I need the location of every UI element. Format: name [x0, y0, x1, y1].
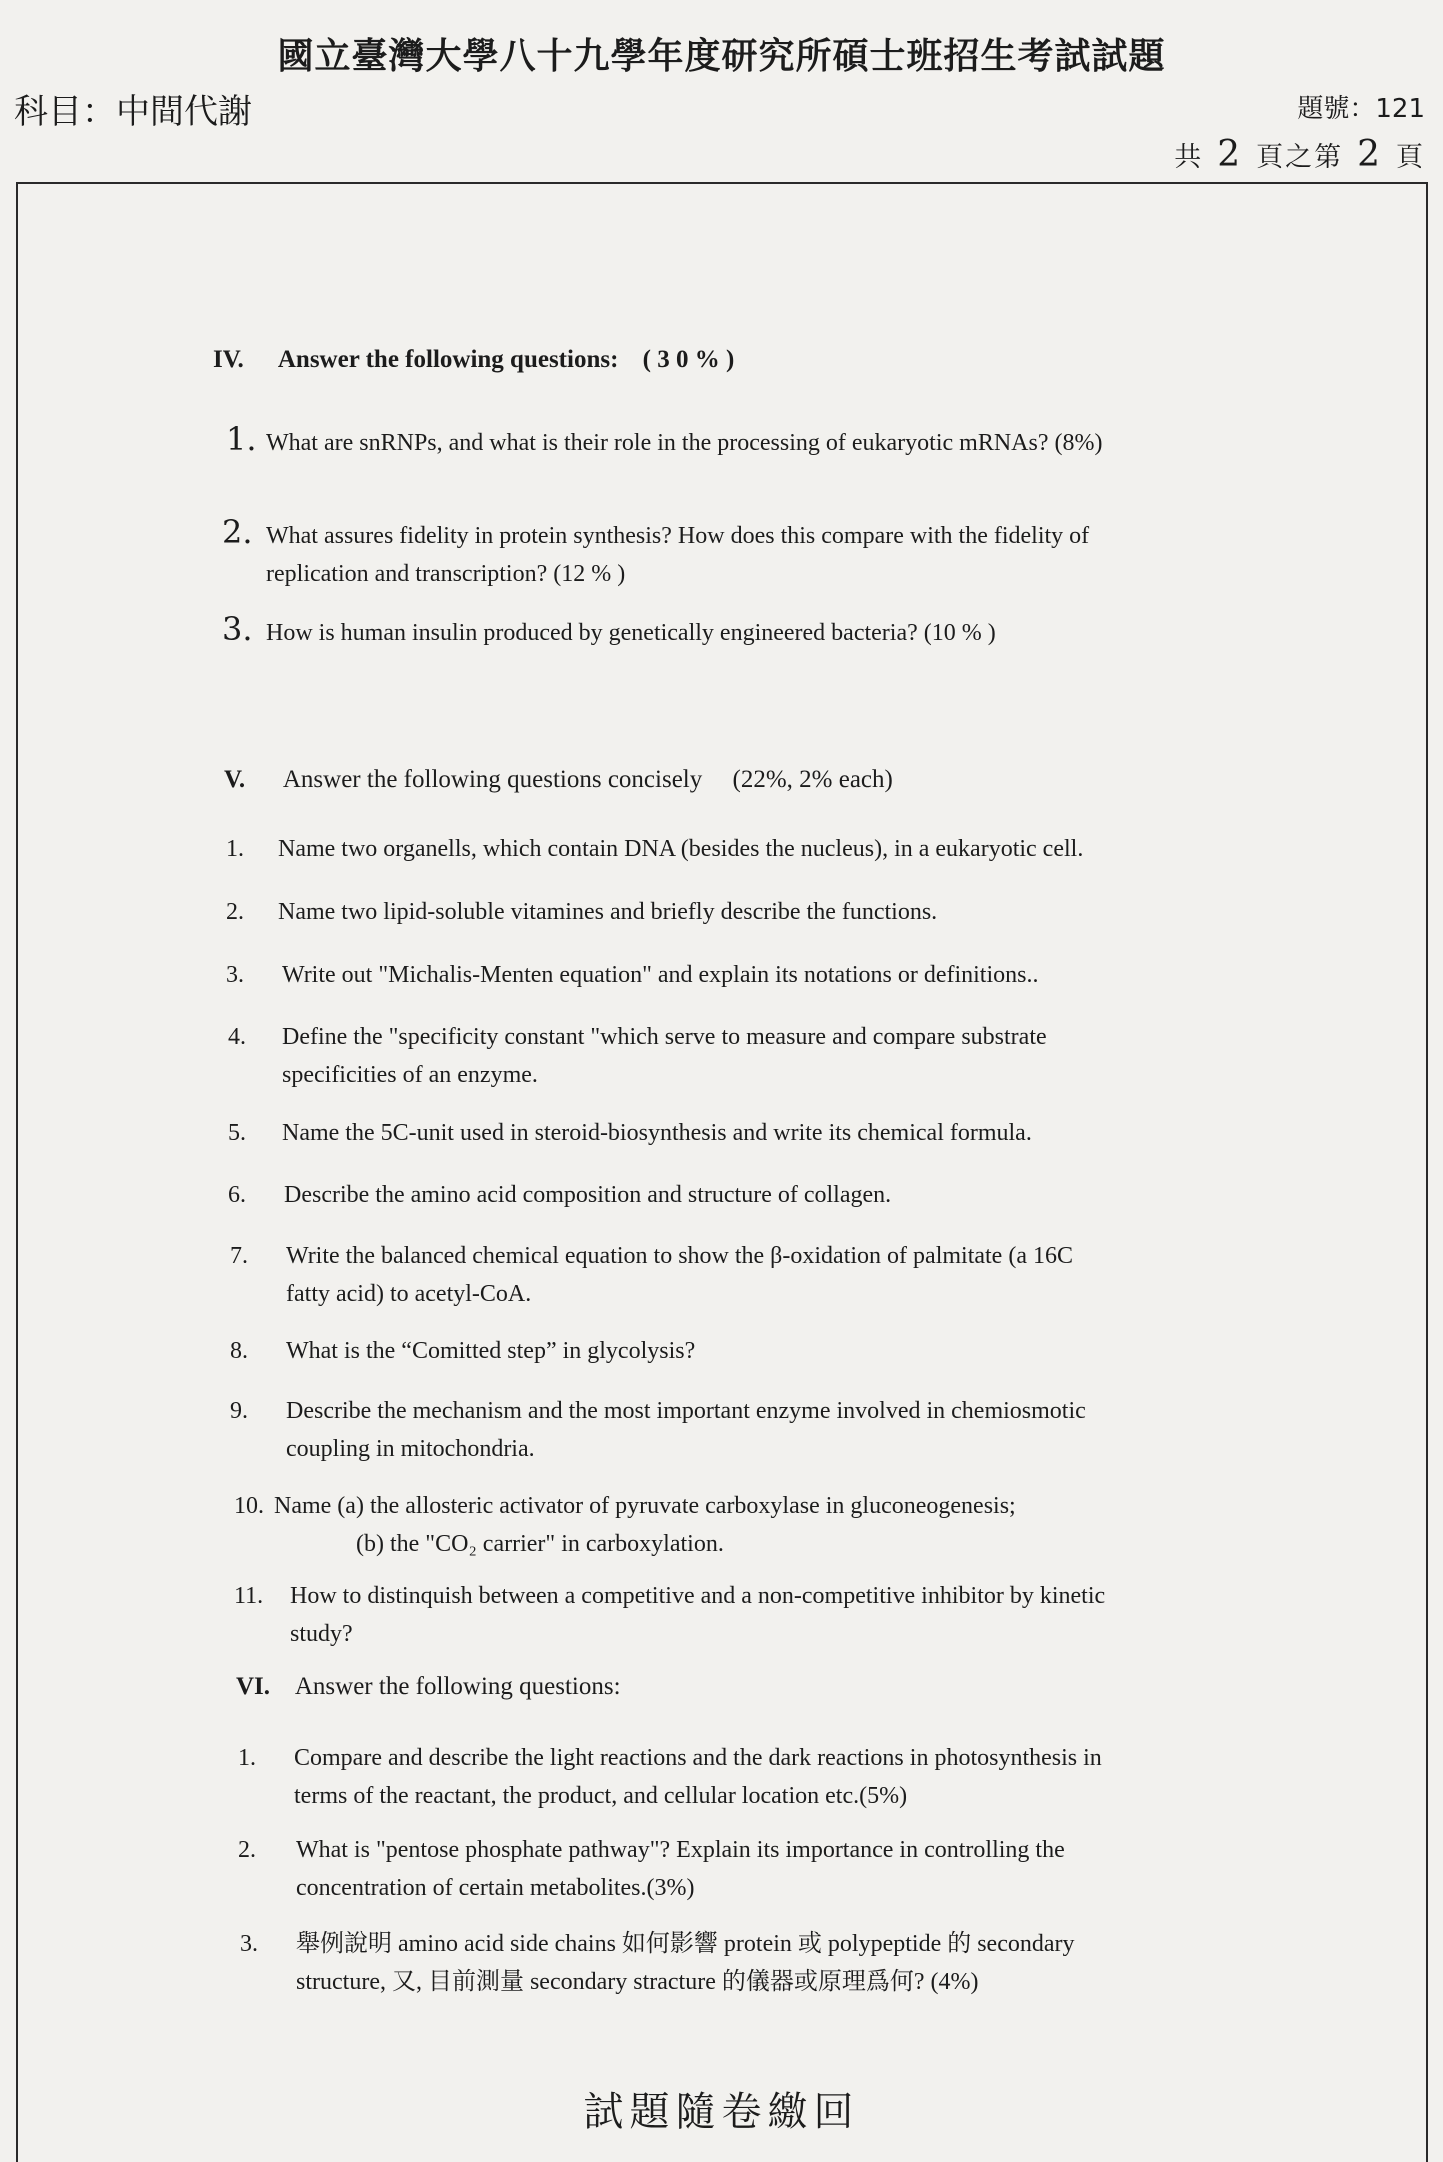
- question-text: Write out "Michalis-Menten equation" and explain its notations or definitions..: [282, 962, 1039, 988]
- section-6-roman: VI.: [236, 1673, 271, 1700]
- question-number: 3.: [222, 610, 253, 648]
- section-4-question-1: [226, 420, 1276, 462]
- section-4-points: ( 3 0 % ): [642, 346, 735, 373]
- section-5-points: (22%, 2% each): [732, 766, 893, 793]
- question-number: 1.: [238, 1745, 256, 1771]
- question-text: Describe the mechanism and the most important enzyme involved in chemiosmotic: [286, 1398, 1086, 1424]
- question-number: 2.: [222, 513, 253, 551]
- section-4-question-2: [222, 513, 1282, 593]
- section-5-title: Answer the following questions concisely: [282, 766, 703, 793]
- section-5-question-1: [226, 830, 1316, 868]
- question-text: Name the 5C-unit used in steroid-biosynthesis and write its chemical formula.: [282, 1120, 1032, 1146]
- question-text: concentration of certain metabolites.(3%): [296, 1875, 695, 1901]
- section-5-question-7: [230, 1237, 1320, 1313]
- question-number: 1.: [226, 836, 244, 862]
- question-text: fatty acid) to acetyl-CoA.: [286, 1281, 532, 1307]
- question-number: 3.: [240, 1931, 258, 1957]
- question-text: replication and transcription? (12 % ): [266, 561, 626, 587]
- question-text: coupling in mitochondria.: [286, 1436, 535, 1462]
- section-4-title: Answer the following questions:: [277, 346, 619, 373]
- page-count-suffix: 頁: [1396, 142, 1425, 173]
- question-number: 2.: [238, 1837, 256, 1863]
- section-5-question-3: [226, 956, 1316, 994]
- question-text: What is "pentose phosphate pathway"? Explain its importance in controlling the: [296, 1837, 1065, 1863]
- question-text: Name two lipid-soluble vitamines and briefly describe the functions.: [278, 899, 938, 925]
- section-5-roman: V.: [224, 766, 246, 793]
- page-count-prefix: 共: [1174, 142, 1204, 173]
- section-5-question-6: [228, 1176, 1318, 1214]
- section-5-question-4: [228, 1018, 1318, 1094]
- section-4-heading: [213, 346, 734, 374]
- question-number: 6.: [228, 1182, 246, 1208]
- section-5-question-10: [234, 1487, 1324, 1563]
- section-4-roman: IV.: [213, 346, 244, 373]
- question-text: Name (a) the allosteric activator of pyruvate carboxylase in gluconeogenesis;: [274, 1493, 1016, 1519]
- page-count-mid: 頁之第: [1256, 142, 1344, 173]
- question-text: study?: [290, 1621, 353, 1647]
- question-text: What are snRNPs, and what is their role in the processing of eukaryotic mRNAs? (8%): [266, 430, 1103, 456]
- section-6-heading: [236, 1673, 621, 1701]
- question-text: Name two organells, which contain DNA (besides the nucleus), in a eukaryotic cell.: [278, 836, 1084, 862]
- question-text: How is human insulin produced by genetically engineered bacteria? (10 % ): [266, 620, 996, 646]
- question-number: 9.: [230, 1398, 248, 1424]
- section-6-question-1: [238, 1739, 1328, 1815]
- question-number: 2.: [226, 899, 244, 925]
- question-text: 舉例說明 amino acid side chains 如何影響 protein 或 polypeptide 的 secondary: [296, 1931, 1075, 1957]
- page-count-current: 2: [1357, 134, 1382, 175]
- question-number: 10.: [234, 1493, 264, 1519]
- question-number: 1.: [226, 420, 257, 458]
- subject-label: 科目：中間代謝: [14, 92, 252, 132]
- section-5-question-5: [228, 1114, 1318, 1152]
- page-count: [1174, 134, 1425, 175]
- section-5-question-8: [230, 1332, 1320, 1370]
- section-5-question-11: [234, 1577, 1324, 1653]
- question-number: 5.: [228, 1120, 246, 1146]
- question-number: 11.: [234, 1583, 264, 1609]
- page-title: 國立臺灣大學八十九學年度研究所碩士班招生考試試題: [277, 36, 1166, 77]
- question-text: terms of the reactant, the product, and cellular location etc.(5%): [294, 1783, 908, 1809]
- section-6-title: Answer the following questions:: [294, 1673, 621, 1700]
- question-text: What assures fidelity in protein synthesis? How does this compare with the fidelity of: [266, 523, 1090, 549]
- question-number: 4.: [228, 1024, 246, 1050]
- question-text: How to distinquish between a competitive and a non-competitive inhibitor by kinetic: [290, 1583, 1106, 1609]
- question-text: specificities of an enzyme.: [282, 1062, 538, 1088]
- page-count-total: 2: [1217, 134, 1243, 175]
- question-text: Define the "specificity constant "which serve to measure and compare substrate: [282, 1024, 1047, 1050]
- section-6-question-2: [238, 1831, 1328, 1907]
- question-number: 7.: [230, 1243, 248, 1269]
- question-number: 8.: [230, 1338, 248, 1364]
- question-text: What is the “Comitted step” in glycolysis?: [286, 1338, 696, 1364]
- question-text: Describe the amino acid composition and structure of collagen.: [284, 1182, 892, 1208]
- question-text: Write the balanced chemical equation to show the β-oxidation of palmitate (a 16C: [286, 1243, 1073, 1269]
- section-5-heading: [224, 766, 893, 794]
- section-5-question-2: [226, 893, 1316, 931]
- section-4-question-3: [222, 610, 1282, 652]
- question-text: structure, 又, 目前測量 secondary stracture 的儀器或原理爲何? (4%): [296, 1969, 979, 1995]
- question-number: 3.: [226, 962, 244, 988]
- section-6-question-3: [240, 1925, 1330, 2001]
- exam-number: 題號：121: [1297, 94, 1425, 124]
- return-notice: 試題隨卷繳回: [583, 2089, 860, 2135]
- section-5-question-9: [230, 1392, 1320, 1468]
- question-text: Compare and describe the light reactions and the dark reactions in photosynthesis in: [294, 1745, 1102, 1771]
- question-text: (b) the "CO₂ carrier" in carboxylation.: [356, 1531, 724, 1557]
